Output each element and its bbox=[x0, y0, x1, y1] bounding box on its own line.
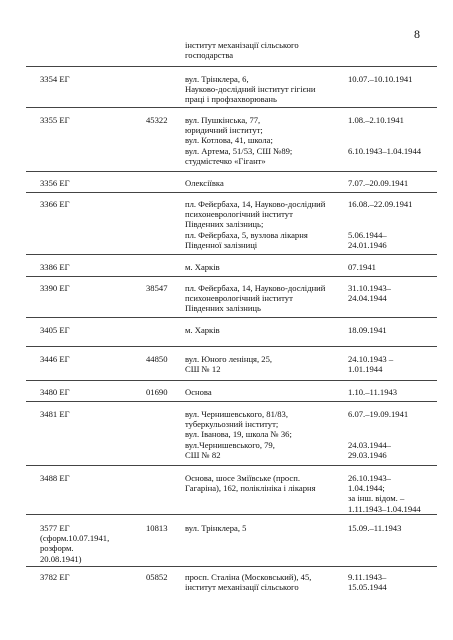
cell-line: 15.09.–11.1943 bbox=[348, 523, 402, 533]
code-cell bbox=[40, 283, 140, 293]
location-cell bbox=[185, 74, 343, 105]
cell-line: туберкульозний інститут; bbox=[185, 419, 279, 430]
cell-line: вул. Трінклера, 6, bbox=[185, 74, 249, 84]
location-cell bbox=[185, 40, 343, 60]
number-cell bbox=[146, 572, 174, 582]
cell-line: 3366 ЕГ bbox=[40, 199, 70, 209]
cell-line bbox=[348, 135, 448, 145]
cell-line: просп. Сталіна (Московський), 45, bbox=[185, 572, 312, 582]
row-separator bbox=[26, 66, 437, 67]
cell-line bbox=[348, 209, 448, 219]
cell-line: вул.Чернишевського, 79, bbox=[185, 439, 275, 450]
code-cell bbox=[40, 178, 140, 188]
cell-line: 6.07.–19.09.1941 bbox=[348, 409, 409, 419]
cell-line: психоневрологічний інститут bbox=[185, 293, 293, 304]
cell-line: вул. Артема, 51/53, СШ №89; bbox=[185, 145, 293, 156]
cell-line: Олексіївка bbox=[185, 178, 224, 188]
cell-line: 15.05.1944 bbox=[348, 582, 387, 593]
cell-line: 24.10.1943 – bbox=[348, 354, 394, 364]
cell-line: вул. Трінклера, 5 bbox=[185, 523, 247, 533]
cell-line: 10.07.–10.10.1941 bbox=[348, 74, 413, 84]
cell-line: Науково-дослідний інститут гігієни bbox=[185, 84, 316, 95]
location-cell bbox=[185, 354, 343, 374]
cell-line: 9.11.1943– bbox=[348, 572, 387, 582]
cell-line: 16.08.–22.09.1941 bbox=[348, 199, 413, 209]
cell-line: 1.08.–2.10.1941 bbox=[348, 115, 404, 125]
cell-line: вул. Котлова, 41, школа; bbox=[185, 135, 273, 146]
location-cell bbox=[185, 473, 343, 493]
cell-line: Південних залізниць bbox=[185, 303, 261, 314]
cell-line: 7.07.–20.09.1941 bbox=[348, 178, 409, 188]
cell-line: інститут механізації сільського bbox=[185, 582, 299, 593]
code-cell bbox=[40, 387, 140, 397]
cell-line: вул. Юного ленінця, 25, bbox=[185, 354, 273, 364]
cell-line: 3356 ЕГ bbox=[40, 178, 70, 188]
dates-cell bbox=[348, 199, 448, 250]
cell-line: вул. Чернишевського, 81/83, bbox=[185, 409, 288, 419]
dates-cell bbox=[348, 473, 448, 514]
cell-line: 3480 ЕГ bbox=[40, 387, 70, 397]
cell-line: пл. Фейєрбаха, 5, вузлова лікарня bbox=[185, 229, 308, 240]
dates-cell bbox=[348, 115, 448, 156]
number-cell bbox=[146, 115, 174, 125]
cell-line: Південної залізниці bbox=[185, 239, 258, 250]
row-separator bbox=[26, 514, 437, 515]
row-separator bbox=[26, 107, 437, 108]
row-separator bbox=[26, 254, 437, 255]
cell-line: Гагаріна), 162, поліклініка і лікарня bbox=[185, 483, 316, 494]
code-cell bbox=[40, 325, 140, 335]
code-cell bbox=[40, 473, 140, 483]
code-cell bbox=[40, 199, 140, 209]
cell-line: 3354 ЕГ bbox=[40, 74, 70, 84]
cell-line: 29.03.1946 bbox=[348, 449, 387, 460]
cell-line: праці і профзахворювань bbox=[185, 94, 277, 105]
cell-line: пл. Фейєрбаха, 14, Науково-дослідний bbox=[185, 283, 326, 293]
cell-line: м. Харків bbox=[185, 325, 220, 335]
cell-line: 6.10.1943–1.04.1944 bbox=[348, 145, 422, 156]
row-separator bbox=[26, 346, 437, 347]
cell-line: 10813 bbox=[146, 523, 168, 533]
dates-cell bbox=[348, 387, 448, 397]
row-separator bbox=[26, 401, 437, 402]
dates-cell bbox=[348, 283, 448, 303]
cell-line: пл. Фейєрбаха, 14, Науково-дослідний bbox=[185, 199, 326, 209]
location-cell bbox=[185, 115, 343, 166]
cell-line: 1.11.1943–1.04.1944 bbox=[348, 503, 421, 514]
cell-line: Основа bbox=[185, 387, 212, 397]
cell-line: 3446 ЕГ bbox=[40, 354, 70, 364]
cell-line: студмістечко «Гігант» bbox=[185, 155, 266, 166]
cell-line: 3386 ЕГ bbox=[40, 262, 70, 272]
row-separator bbox=[26, 566, 437, 567]
code-cell bbox=[40, 572, 140, 582]
cell-line: вул. Пушкінська, 77, bbox=[185, 115, 261, 125]
location-cell bbox=[185, 572, 343, 592]
location-cell bbox=[185, 325, 343, 335]
cell-line: за інш. відом. – bbox=[348, 493, 405, 504]
dates-cell bbox=[348, 523, 448, 533]
cell-line: психоневрологічний інститут bbox=[185, 209, 293, 220]
cell-line: господарства bbox=[185, 50, 234, 61]
location-cell bbox=[185, 409, 343, 460]
row-separator bbox=[26, 317, 437, 318]
code-cell bbox=[40, 74, 140, 84]
cell-line: 24.01.1946 bbox=[348, 239, 387, 250]
cell-line: м. Харків bbox=[185, 262, 220, 272]
cell-line: 38547 bbox=[146, 283, 168, 293]
number-cell bbox=[146, 283, 174, 293]
location-cell bbox=[185, 387, 343, 397]
cell-line: СШ № 12 bbox=[185, 364, 221, 375]
location-cell bbox=[185, 178, 343, 188]
cell-line bbox=[348, 125, 448, 135]
number-cell bbox=[146, 354, 174, 364]
location-cell bbox=[185, 523, 343, 533]
cell-line: 5.06.1944– bbox=[348, 229, 387, 240]
cell-line: вул. Іванова, 19, школа № 36; bbox=[185, 429, 292, 440]
dates-cell bbox=[348, 74, 448, 84]
cell-line: 07.1941 bbox=[348, 262, 376, 272]
cell-line: 31.10.1943– bbox=[348, 283, 391, 293]
cell-line: 3488 ЕГ bbox=[40, 473, 70, 483]
cell-line: 24.04.1944 bbox=[348, 293, 387, 304]
dates-cell bbox=[348, 325, 448, 335]
cell-line: 1.04.1944; bbox=[348, 483, 385, 494]
row-separator bbox=[26, 171, 437, 172]
code-cell bbox=[40, 354, 140, 364]
dates-cell bbox=[348, 262, 448, 272]
dates-cell bbox=[348, 572, 448, 592]
cell-line: 3405 ЕГ bbox=[40, 325, 70, 335]
cell-line: 01690 bbox=[146, 387, 168, 397]
cell-line: Основа, шосе Зміївське (просп. bbox=[185, 473, 300, 483]
dates-cell bbox=[348, 178, 448, 188]
cell-line: 18.09.1941 bbox=[348, 325, 387, 335]
code-cell bbox=[40, 409, 140, 419]
cell-line: 1.10.–11.1943 bbox=[348, 387, 398, 397]
number-cell bbox=[146, 387, 174, 397]
cell-line: розформ. bbox=[40, 543, 74, 554]
dates-cell bbox=[348, 354, 448, 374]
cell-line: 3577 ЕГ bbox=[40, 523, 70, 533]
cell-line bbox=[348, 219, 448, 229]
cell-line: 05852 bbox=[146, 572, 168, 582]
row-separator bbox=[26, 276, 437, 277]
cell-line: 24.03.1944– bbox=[348, 439, 391, 450]
cell-line: 45322 bbox=[146, 115, 168, 125]
cell-line: (сформ.10.07.1941, bbox=[40, 533, 110, 544]
code-cell bbox=[40, 115, 140, 125]
row-separator bbox=[26, 192, 437, 193]
row-separator bbox=[26, 380, 437, 381]
cell-line: юридичний інститут; bbox=[185, 125, 263, 136]
cell-line: СШ № 82 bbox=[185, 449, 221, 460]
cell-line: 44850 bbox=[146, 354, 168, 364]
cell-line: 3355 ЕГ bbox=[40, 115, 70, 125]
cell-line: Південних залізниць; bbox=[185, 219, 264, 230]
cell-line: 3481 ЕГ bbox=[40, 409, 70, 419]
page-number: 8 bbox=[414, 27, 420, 41]
location-cell bbox=[185, 262, 343, 272]
code-cell bbox=[40, 262, 140, 272]
cell-line: 26.10.1943– bbox=[348, 473, 391, 483]
cell-line bbox=[348, 419, 448, 429]
location-cell bbox=[185, 199, 343, 250]
cell-line: інститут механізації сільського bbox=[185, 40, 299, 50]
dates-cell bbox=[348, 409, 448, 460]
cell-line: 1.01.1944 bbox=[348, 364, 383, 375]
location-cell bbox=[185, 283, 343, 314]
cell-line bbox=[348, 429, 448, 439]
cell-line: 3782 ЕГ bbox=[40, 572, 70, 582]
cell-line: 3390 ЕГ bbox=[40, 283, 70, 293]
row-separator bbox=[26, 465, 437, 466]
number-cell bbox=[146, 523, 174, 533]
code-cell bbox=[40, 523, 140, 564]
cell-line: 20.08.1941) bbox=[40, 553, 82, 564]
